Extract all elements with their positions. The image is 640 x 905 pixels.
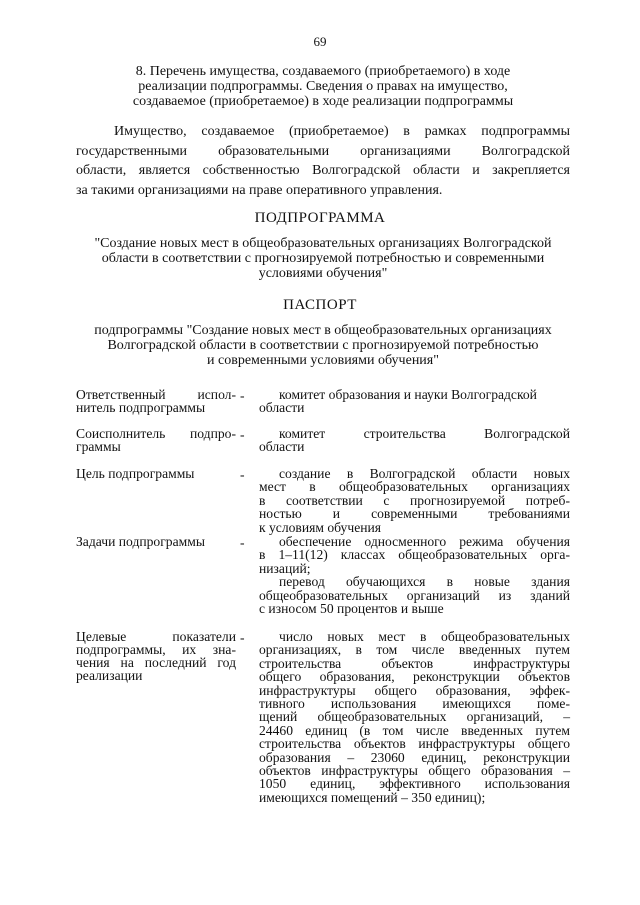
passport-title-line: и современными условиями обучения" [207,353,439,368]
value-line: создание в Волгоградской области новых [279,466,570,481]
row-responsible-value [259,388,570,415]
value-line: инфраструктуры общего образования, эффек- [259,682,570,698]
section-8-line: реализации подпрограммы. Сведения о правах на имущество, [138,79,508,94]
label-line: нитель подпрограммы [76,400,206,415]
section-8-line: 8. Перечень имущества, создаваемого (приобретаемого) в ходе [135,64,511,79]
passport-heading: ПАСПОРТ [283,297,357,313]
subprogram-title-line: области в соответствии с прогнозируемой потребностью и современными [101,251,545,266]
value-line: комитет строительства Волгоградской [279,426,570,441]
value-line: к условиям обучения [259,519,382,535]
subprogram-heading: ПОДПРОГРАММА [254,210,386,226]
passport-title-line: Волгоградской области в соответствии с прогнозируемой потребностью [107,338,539,353]
passport-title [70,323,576,368]
value-line: объектов инфраструктуры общего образования – [259,763,570,779]
value-line: строительства объектов инфраструктуры общего [259,736,570,752]
value-line: число новых мест в общеобразовательных [279,629,570,644]
label-line: граммы [76,439,121,454]
row-coexecutor-value [259,427,570,454]
row-targets-label [76,630,236,682]
subprogram-title-line: "Создание новых мест в общеобразовательных организациях Волгоградской [94,236,552,251]
value-line: перевод обучающихся в новые здания [279,574,570,590]
paragraph-line: государственными образовательными организациями Волгоградской [76,143,570,159]
value-line: общеобразовательных организаций из зданий [259,587,570,603]
paragraph-line: Имущество, создаваемое (приобретаемое) в рамках подпрограммы [114,124,570,139]
value-line: образования – 23060 единиц, реконструкции [259,749,570,765]
passport-title-line: подпрограммы "Создание новых мест в общеобразовательных организациях [94,323,552,338]
value-line: щений общеобразовательных организаций, – [259,709,570,725]
label-line: Задачи подпрограммы [76,534,205,549]
value-line: мест в общеобразовательных организациях [259,479,570,495]
label-line: подпрограммы, их зна- [76,642,236,657]
value-line: 1050 единиц, эффективного использования [259,776,570,792]
value-line: строительства объектов инфраструктуры [259,655,570,671]
section-8-heading [70,64,576,109]
value-line: общего образования, реконструкции объектов [259,669,570,685]
subprogram-title-line: условиями обучения" [258,266,388,281]
row-goal-value [259,467,570,534]
row-targets-value [259,630,570,804]
row-goal-label [76,467,236,480]
label-line: чения на последний год [76,655,236,670]
row-responsible-label [76,388,236,414]
label-line: Цель подпрограммы [76,466,195,481]
row-dash: - [240,427,245,442]
row-dash: - [240,535,245,550]
row-tasks-value [259,535,570,615]
row-coexecutor-label [76,427,236,453]
label-line: Целевые показатели [76,629,236,644]
subprogram-title [70,236,576,281]
value-line: тивного использования имеющихся поме- [259,696,570,712]
value-line: в соответствии с прогнозируемой потреб- [259,492,570,508]
property-paragraph [76,122,570,200]
label-line: реализации [76,668,143,683]
row-tasks-label [76,535,236,548]
row-dash: - [240,388,245,403]
value-line: области [259,439,305,455]
value-line: ностью и современными требованиями [259,506,570,522]
value-line: с износом 50 процентов и выше [259,601,444,617]
page-number: 69 [313,34,327,49]
section-8-line: создаваемое (приобретаемое) в ходе реализации подпрограммы [132,94,514,109]
value-line: организациях, в том числе введенных путем [259,642,570,658]
paragraph-line: области, является собственностью Волгоградской области и закрепляется [76,163,570,179]
value-line: обеспечение односменного режима обучения [279,534,570,549]
paragraph-line: за такими организациями на праве оперативного управления. [76,182,443,198]
value-line: комитет образования и науки Волгоградской [279,387,537,402]
label-line: Соисполнитель подпро- [76,426,236,441]
label-line: Ответственный испол- [76,387,236,402]
row-dash: - [240,630,245,645]
value-line: имеющихся помещений – 350 единиц); [259,789,486,805]
value-line: области [259,400,305,416]
value-line: низаций; [259,560,311,576]
value-line: 24460 единиц (в том числе введенных путем [259,722,570,738]
value-line: в 1–11(12) классах общеобразовательных орга- [259,547,570,563]
row-dash: - [240,467,245,482]
